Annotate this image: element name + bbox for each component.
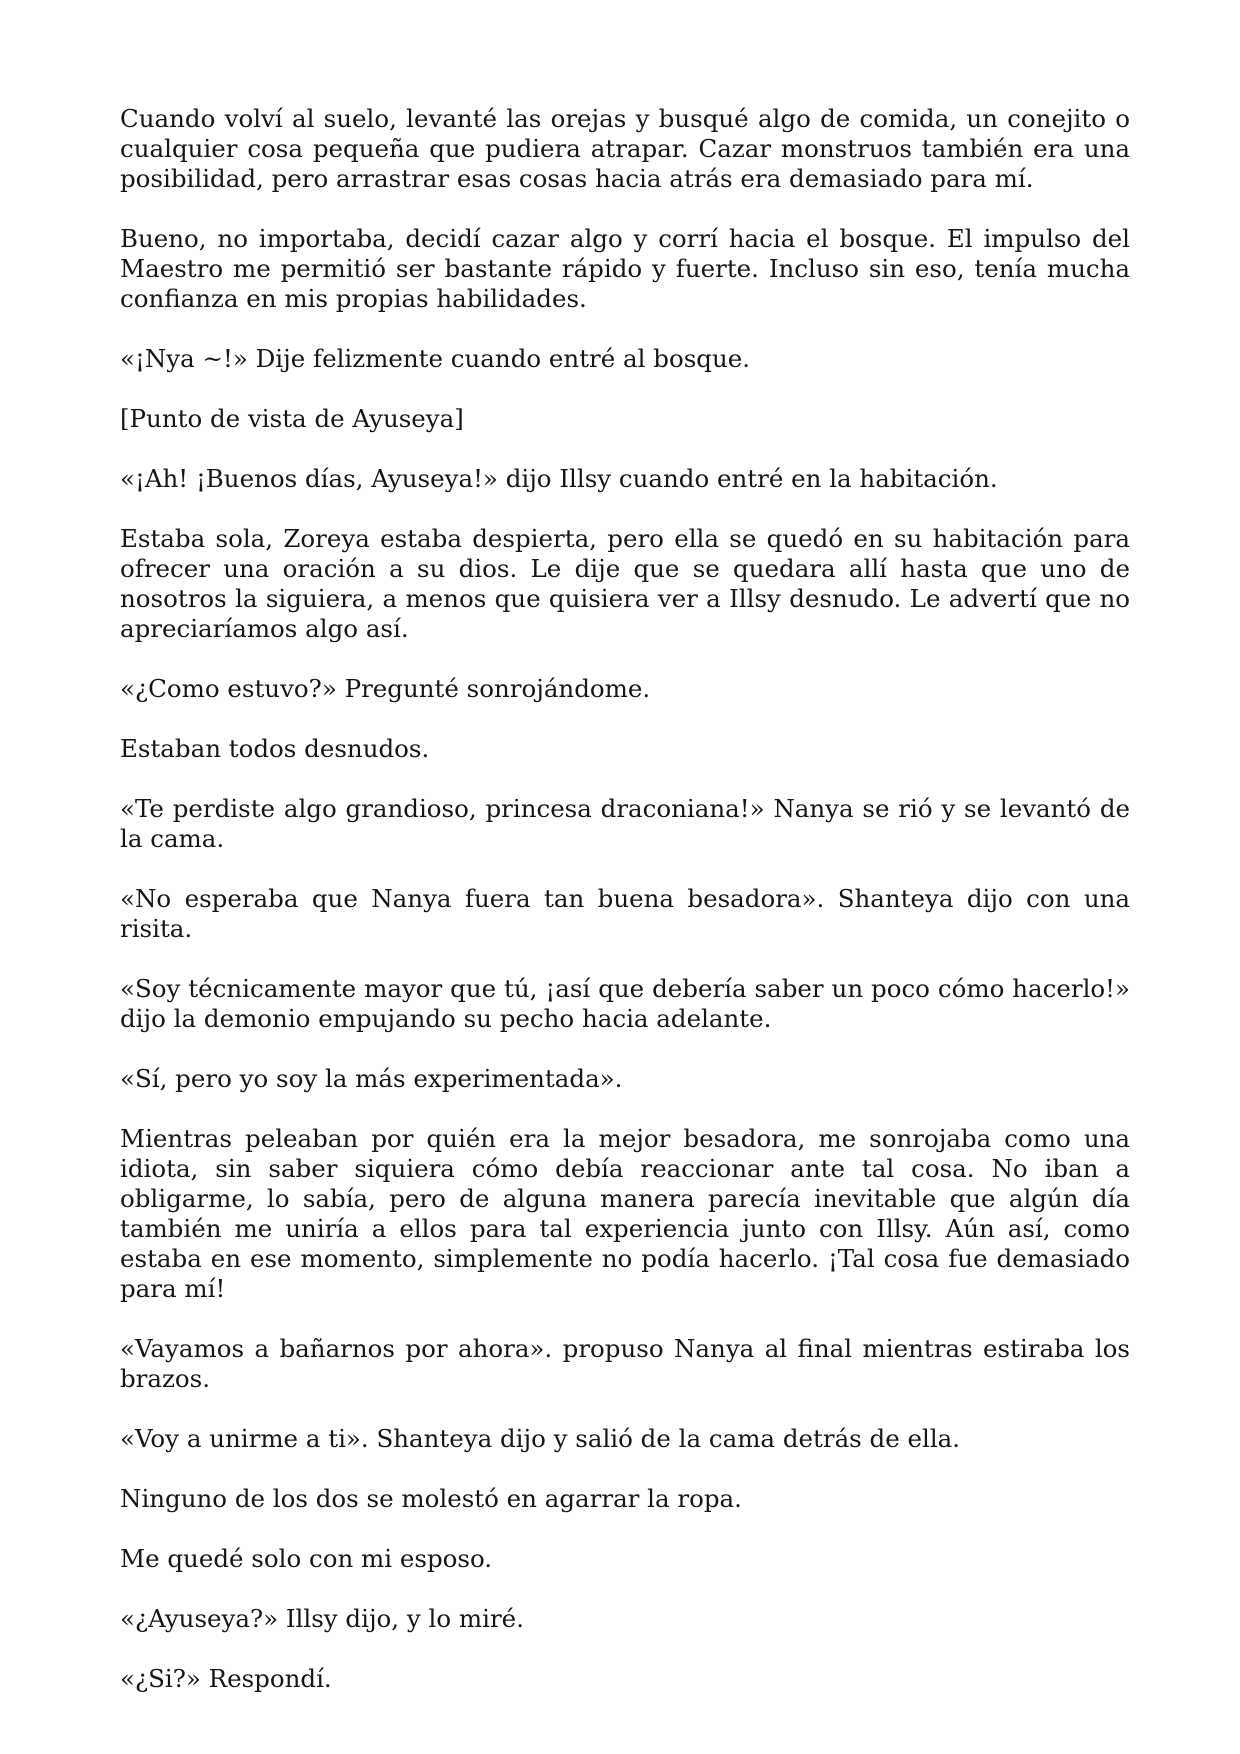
paragraph-1: Cuando volví al suelo, levanté las orejas y busqué algo de comida, un conejito o cualquier cosa pequeña que pudiera atrapar. Cazar monstruos también era una posibilidad, pero arrastrar esas cosas hacia atrás era demasiado para mí.: [120, 104, 1130, 193]
paragraph-15: «Voy a unirme a ti». Shanteya dijo y salió de la cama detrás de ella.: [120, 1424, 961, 1453]
paragraph-12: «Sí, pero yo soy la más experimentada».: [120, 1064, 623, 1093]
paragraph-17: Me quedé solo con mi esposo.: [120, 1544, 493, 1573]
paragraph-5: «¡Ah! ¡Buenos días, Ayuseya!» dijo Illsy cuando entré en la habitación.: [120, 464, 998, 493]
paragraph-13: Mientras peleaban por quién era la mejor besadora, me sonrojaba como una idiota, sin saber siquiera cómo debía reaccionar ante tal cosa. No iban a obligarme, lo sabía, pero de alguna manera parecía inevitable que algún día también me uniría a ellos para tal experiencia junto con Illsy. Aún así, como estaba en ese momento, simplemente no podía hacerlo. ¡Tal cosa fue demasiado para mí!: [120, 1124, 1130, 1303]
paragraph-8: Estaban todos desnudos.: [120, 734, 430, 763]
paragraph-18: «¿Ayuseya?» Illsy dijo, y lo miré.: [120, 1604, 524, 1633]
paragraph-9: «Te perdiste algo grandioso, princesa draconiana!» Nanya se rió y se levantó de la cama.: [120, 794, 1130, 853]
paragraph-7: «¿Como estuvo?» Pregunté sonrojándome.: [120, 674, 651, 703]
paragraph-2: Bueno, no importaba, decidí cazar algo y corrí hacia el bosque. El impulso del Maestro me permitió ser bastante rápido y fuerte. Incluso sin eso, tenía mucha confianza en mis propias habilidades.: [120, 224, 1130, 313]
document-page: [120, 104, 1130, 1724]
paragraph-10: «No esperaba que Nanya fuera tan buena besadora». Shanteya dijo con una risita.: [120, 884, 1130, 943]
paragraph-19: «¿Si?» Respondí.: [120, 1664, 332, 1693]
paragraph-14: «Vayamos a bañarnos por ahora». propuso Nanya al final mientras estiraba los brazos.: [120, 1334, 1130, 1393]
paragraph-3: «¡Nya ~!» Dije felizmente cuando entré al bosque.: [120, 344, 751, 373]
paragraph-11: «Soy técnicamente mayor que tú, ¡así que debería saber un poco cómo hacerlo!» dijo la demonio empujando su pecho hacia adelante.: [120, 974, 1130, 1033]
paragraph-16: Ninguno de los dos se molestó en agarrar la ropa.: [120, 1484, 742, 1513]
section-header-pov: [Punto de vista de Ayuseya]: [120, 404, 464, 433]
paragraph-6: Estaba sola, Zoreya estaba despierta, pero ella se quedó en su habitación para ofrecer una oración a su dios. Le dije que se quedara allí hasta que uno de nosotros la siguiera, a menos que quisiera ver a Illsy desnudo. Le advertí que no apreciaríamos algo así.: [120, 524, 1130, 643]
